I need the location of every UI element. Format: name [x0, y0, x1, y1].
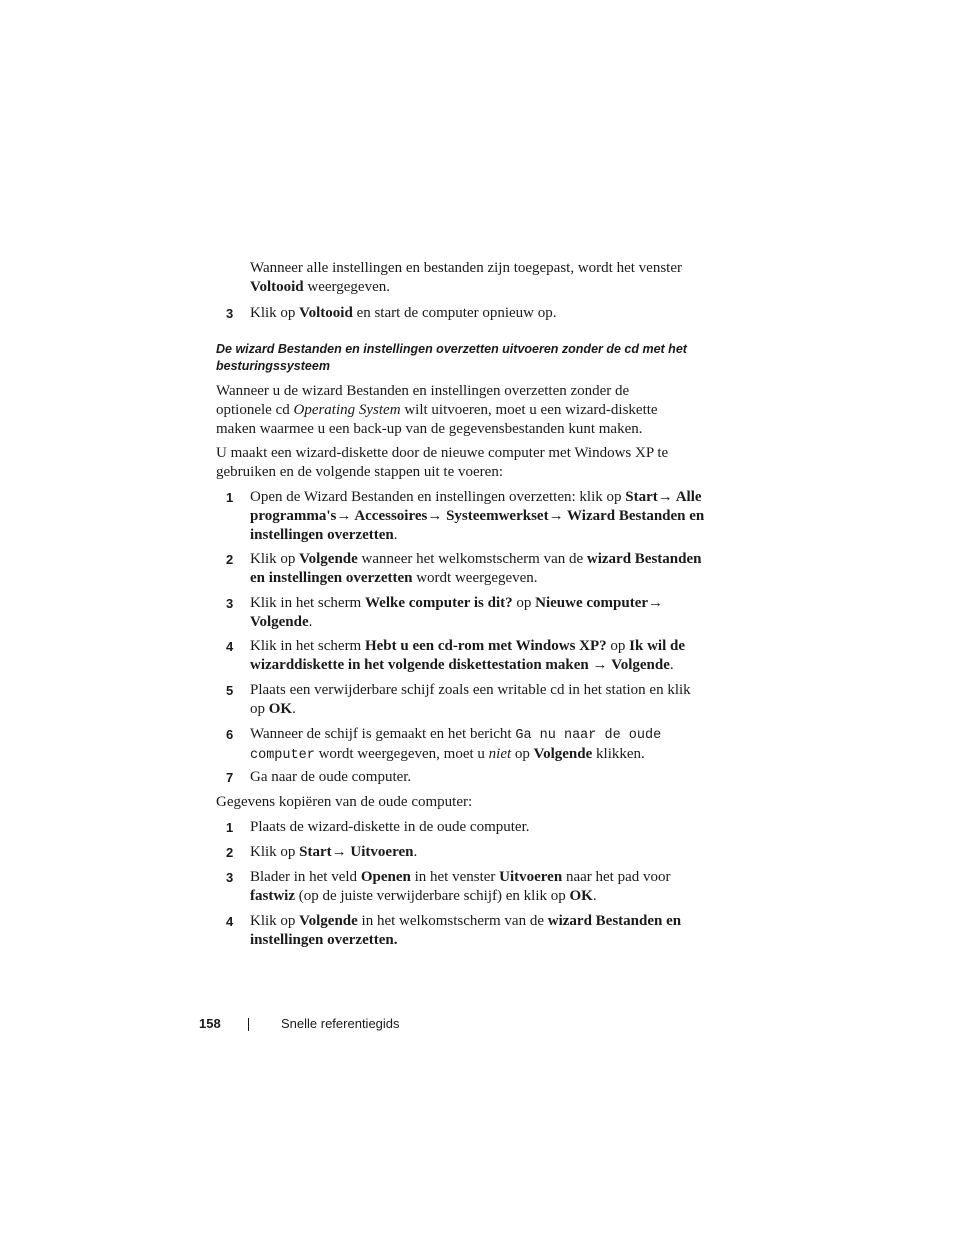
message-text: computer: [250, 748, 315, 763]
section-heading: De wizard Bestanden en instellingen overzetten uitvoeren zonder de cd met het besturingssysteem: [216, 342, 687, 373]
step-number: 7: [226, 770, 234, 785]
footer-title: Snelle referentiegids: [281, 1016, 400, 1031]
step-number: 2: [226, 845, 234, 860]
step-text: Blader in het veld Openen in het venster Uitvoeren naar het pad voor fastwiz (op de juiste verwijderbare schijf) en klik op OK.: [250, 869, 671, 904]
step-text: Klik in het scherm Welke computer is dit? op Nieuwe computer→ Volgende.: [250, 595, 664, 630]
body-paragraph: Gegevens kopiëren van de oude computer:: [216, 794, 473, 810]
step-number: 1: [226, 490, 234, 505]
step-number: 3: [226, 306, 234, 321]
voltooid-label: Voltooid: [250, 279, 304, 295]
step-text: Ga naar de oude computer.: [250, 769, 412, 785]
step-text: Klik op Volgende in het welkomstscherm van de wizard Bestanden en instellingen overzetten.: [250, 913, 682, 948]
step-number: 2: [226, 552, 234, 567]
intro-line-1: Wanneer alle instellingen en bestanden zijn toegepast, wordt het venster: [250, 260, 682, 276]
arrow-icon: →: [648, 595, 664, 611]
step-text: Plaats de wizard-diskette in de oude computer.: [250, 819, 530, 835]
step-number: 4: [226, 639, 234, 654]
step-number: 3: [226, 870, 234, 885]
arrow-icon: →: [548, 508, 564, 524]
arrow-icon: →: [331, 844, 347, 860]
body-paragraph: U maakt een wizard-diskette door de nieuwe computer met Windows XP te gebruiken en de volgende stappen uit te voeren:: [216, 445, 669, 480]
arrow-icon: →: [427, 508, 443, 524]
message-text: Ga nu naar de oude: [515, 728, 662, 743]
page-number: 158: [199, 1016, 221, 1031]
arrow-icon: →: [588, 657, 612, 673]
step-number: 5: [226, 683, 234, 698]
arrow-icon: →: [336, 508, 352, 524]
footer-separator: [248, 1018, 249, 1031]
step-number: 3: [226, 596, 234, 611]
arrow-icon: →: [657, 489, 673, 505]
step-text: Wanneer de schijf is gemaakt en het bericht Ga nu naar de oude computer wordt weergegeven, moet u niet op Volgende klikken.: [250, 726, 662, 763]
intro-paragraph: Wanneer alle instellingen en bestanden zijn toegepast, wordt het venster Voltooid weergegeven.: [250, 260, 682, 295]
step-text: Plaats een verwijderbare schijf zoals een writable cd in het station en klik op OK.: [250, 682, 691, 717]
step-text: Klik op Voltooid en start de computer opnieuw op.: [250, 305, 557, 321]
step-text: Klik op Volgende wanneer het welkomstscherm van de wizard Bestanden en instellingen overzetten wordt weergegeven.: [250, 551, 702, 586]
step-number: 6: [226, 727, 234, 742]
step-text: Klik op Start→ Uitvoeren.: [250, 844, 418, 860]
step-text: Open de Wizard Bestanden en instellingen overzetten: klik op Start→ Alle programma's→ Accessoires→ Systeemwerkset→ Wizard Bestanden en instellingen overzetten.: [250, 489, 705, 543]
step-text: Klik in het scherm Hebt u een cd-rom met Windows XP? op Ik wil de wizarddiskette in het volgende diskettestation maken → Volgende.: [250, 638, 686, 673]
step-number: 4: [226, 914, 234, 929]
body-paragraph: Wanneer u de wizard Bestanden en instellingen overzetten zonder de optionele cd Operating System wilt uitvoeren, moet u een wizard-diskette maken waarmee u een back-up van de gegevensbestanden kunt maken.: [216, 383, 658, 437]
step-number: 1: [226, 820, 234, 835]
